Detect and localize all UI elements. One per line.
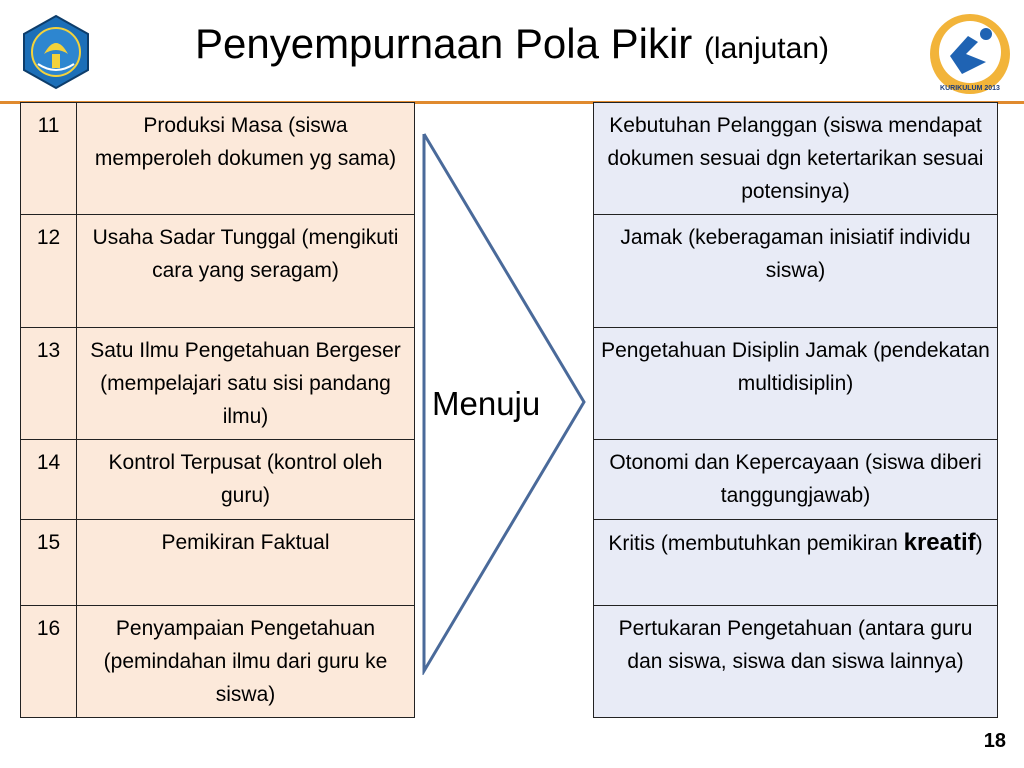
table-row	[21, 328, 415, 440]
kurikulum-2013-logo	[928, 12, 1012, 96]
row-number: 11	[21, 103, 77, 215]
cell-text: Kritis (membutuhkan pemikiran	[608, 532, 898, 555]
row-number: 13	[21, 328, 77, 440]
old-mindset-cell: Pemikiran Faktual	[77, 520, 415, 606]
row-number: 16	[21, 606, 77, 718]
row-number: 12	[21, 215, 77, 328]
title-sub: (lanjutan)	[703, 32, 830, 65]
new-mindset-cell: Kebutuhan Pelanggan (siswa mendapat dokumen sesuai dgn ketertarikan sesuai potensinya)	[594, 103, 998, 215]
arrow-label: Menuju	[432, 385, 541, 422]
page-number: 18	[983, 730, 1006, 752]
old-mindset-cell: Kontrol Terpusat (kontrol oleh guru)	[77, 440, 415, 520]
tut-wuri-handayani-logo	[18, 14, 94, 90]
kurikulum-logo-text: KURIKULUM 2013	[940, 85, 1000, 92]
table-row	[21, 520, 415, 606]
title-main: Penyempurnaan Pola Pikir	[194, 20, 693, 67]
table-row	[594, 103, 998, 215]
new-mindset-cell: Pengetahuan Disiplin Jamak (pendekatan multidisiplin)	[594, 328, 998, 440]
table-row	[594, 328, 998, 440]
table-row	[594, 606, 998, 718]
new-mindset-cell: Otonomi dan Kepercayaan (siswa diberi tanggungjawab)	[594, 440, 998, 520]
emphasis-text: kreatif	[903, 529, 976, 556]
new-mindset-table	[593, 102, 998, 718]
cell-text-end: )	[975, 532, 983, 555]
row-number: 15	[21, 520, 77, 606]
table-row	[21, 606, 415, 718]
row-number: 14	[21, 440, 77, 520]
old-mindset-cell: Usaha Sadar Tunggal (mengikuti cara yang seragam)	[77, 215, 415, 328]
table-row	[594, 215, 998, 328]
old-mindset-cell: Produksi Masa (siswa memperoleh dokumen yg sama)	[77, 103, 415, 215]
table-row	[594, 520, 998, 606]
new-mindset-cell: Jamak (keberagaman inisiatif individu siswa)	[594, 215, 998, 328]
table-row	[21, 215, 415, 328]
table-row	[21, 440, 415, 520]
slide-title	[0, 18, 1024, 75]
new-mindset-cell: Pertukaran Pengetahuan (antara guru dan siswa, siswa dan siswa lainnya)	[594, 606, 998, 718]
old-mindset-cell: Penyampaian Pengetahuan (pemindahan ilmu dari guru ke siswa)	[77, 606, 415, 718]
old-mindset-cell: Satu Ilmu Pengetahuan Bergeser (mempelajari satu sisi pandang ilmu)	[77, 328, 415, 440]
old-mindset-table	[20, 102, 415, 718]
table-row	[594, 440, 998, 520]
new-mindset-cell	[594, 520, 998, 606]
table-row	[21, 103, 415, 215]
